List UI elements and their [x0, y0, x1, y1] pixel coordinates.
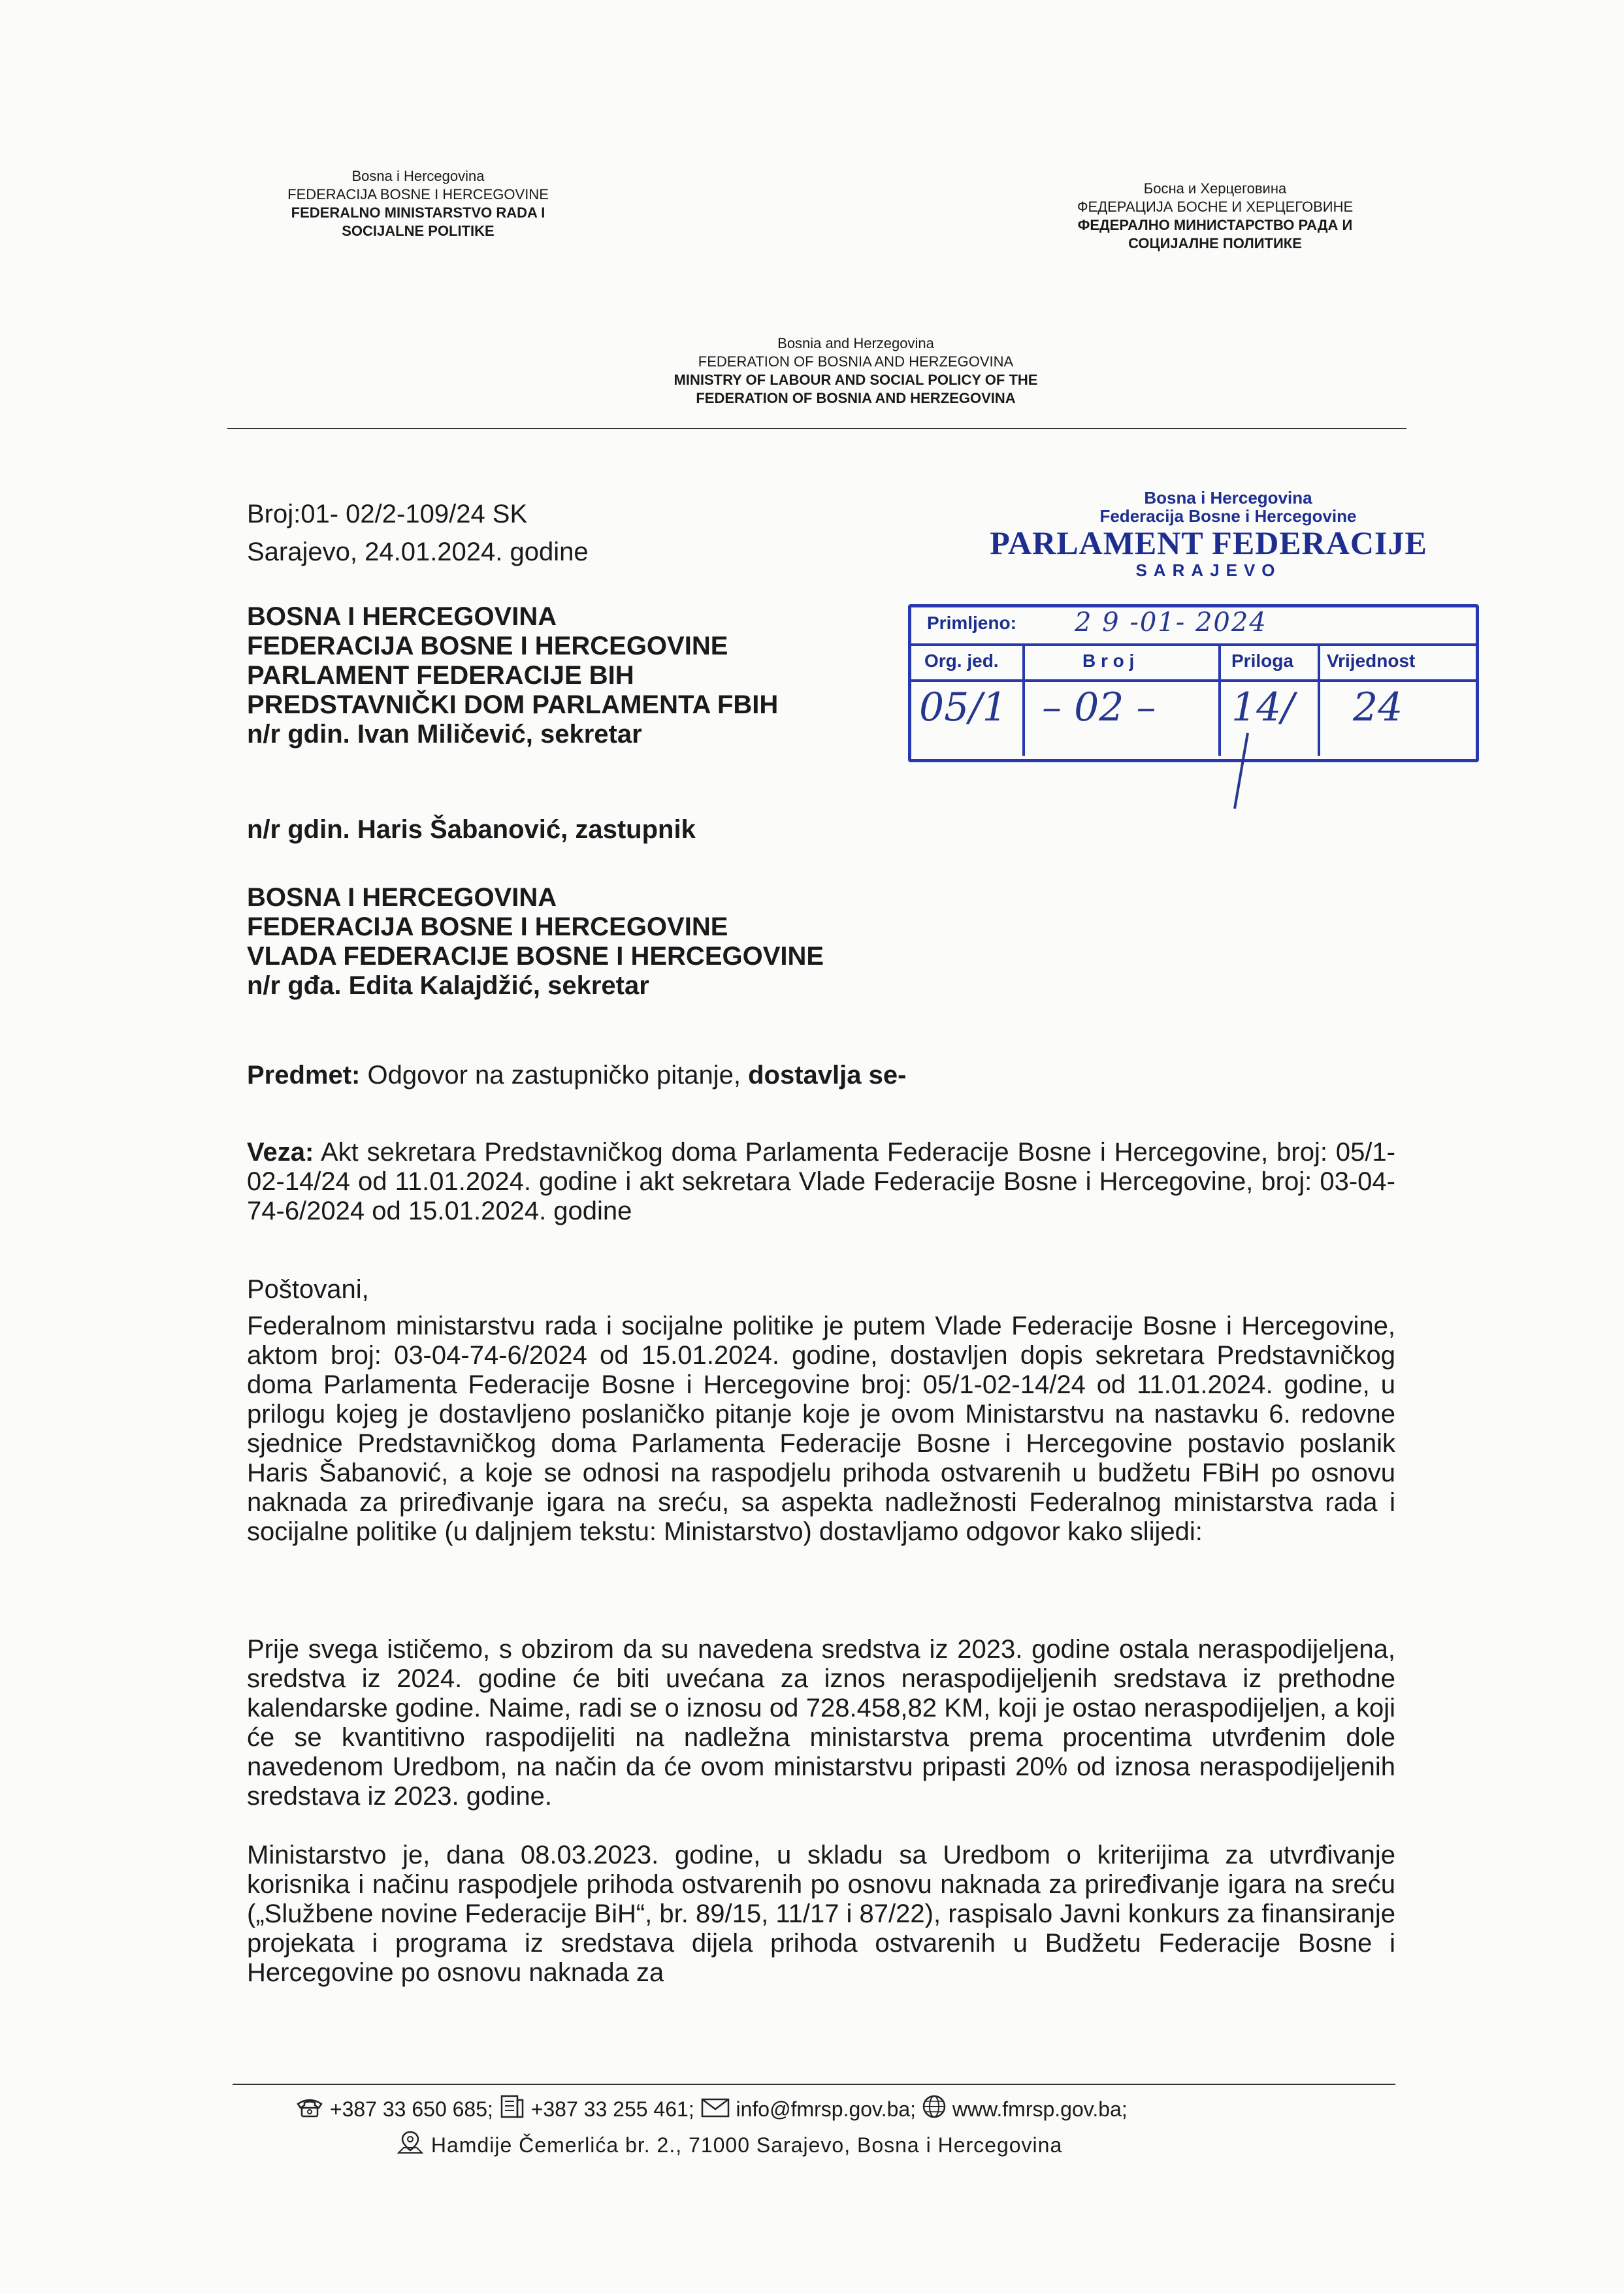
salutation: Poštovani,: [247, 1275, 369, 1304]
reference-number: Broj:01- 02/2-109/24 SK: [247, 500, 528, 528]
header-left-line: FEDERACIJA BOSNE I HERCEGOVINE: [287, 186, 549, 202]
stamp-received-label: Primljeno:: [927, 613, 1016, 633]
recipient-line: n/r gdin. Ivan Miličević, sekretar: [247, 720, 642, 749]
recipient-line: PARLAMENT FEDERACIJE BIH: [247, 661, 634, 690]
stamp-col-broj: B r o j: [1082, 651, 1135, 671]
recipient-line: FEDERACIJA BOSNE I HERCEGOVINE: [247, 913, 728, 941]
veza-paragraph: [247, 1138, 1395, 1226]
recipients-government: [247, 883, 1096, 1001]
location-pin-icon: [396, 2129, 425, 2164]
stamp-row-divider: [911, 643, 1476, 646]
footer-phone: +387 33 650 685;: [329, 2097, 493, 2121]
stamp-col-divider: [1318, 643, 1320, 756]
stamp-box: [908, 604, 1479, 762]
stamp-col-vrijednost: Vrijednost: [1327, 651, 1416, 671]
header-left: [216, 167, 621, 240]
stamp-val-org: 05/1: [919, 685, 1007, 730]
subject-line: [247, 1061, 1423, 1090]
stamp-line: Bosna i Hercegovina: [1144, 488, 1312, 508]
header-left-line: Bosna i Hercegovina: [351, 168, 485, 184]
subject-text: Odgovor na zastupničko pitanje,: [360, 1061, 749, 1090]
header-divider: [227, 428, 1406, 429]
body-paragraph-3: Ministarstvo je, dana 08.03.2023. godine, u skladu sa Uredbom o kriterijima za utvrđivanje korisnika i načinu raspodjele prihoda ostvarenih po osnovu naknada za priređivanje igara na sreću („Službene novine Federacije BiH“, br. 89/15, 11/17 i 87/22), raspisalo Javni konkurs za finansiranje projekata i programa iz sredstava dijela prihoda ostvarenih u Budžetu Federacije Bosne i Hercegovine po osnovu naknada za: [247, 1841, 1395, 1987]
header-center: [516, 334, 1195, 408]
footer-divider: [233, 2084, 1395, 2085]
stamp-col-org: Org. jed.: [924, 651, 999, 671]
footer-fax: +387 33 255 461;: [530, 2097, 694, 2121]
header-center-line: MINISTRY OF LABOUR AND SOCIAL POLICY OF THE: [674, 372, 1038, 388]
recipient-line: FEDERACIJA BOSNE I HERCEGOVINE: [247, 632, 728, 660]
header-center-line: FEDERATION OF BOSNIA AND HERZEGOVINA: [696, 390, 1016, 406]
header-right-line: ФЕДЕРАЦИЈА БОСНЕ И ХЕРЦЕГОВИНЕ: [1077, 199, 1354, 215]
recipient-line: VLADA FEDERACIJE BOSNE I HERCEGOVINE: [247, 942, 824, 971]
stamp-line: SARAJEVO: [1135, 560, 1282, 580]
globe-icon: [922, 2094, 947, 2127]
recipient-delegate: n/r gdin. Haris Šabanović, zastupnik: [247, 815, 696, 844]
fax-icon: [499, 2093, 525, 2128]
recipient-line: BOSNA I HERCEGOVINA: [247, 883, 557, 912]
stamp-col-divider: [1022, 643, 1025, 756]
header-left-line: FEDERALNO MINISTARSTVO RADA I: [291, 204, 545, 221]
reference-block: [247, 495, 835, 571]
stamp-line: Federacija Bosne i Hercegovine: [1099, 506, 1357, 526]
veza-label: Veza:: [247, 1138, 314, 1167]
header-center-line: FEDERATION OF BOSNIA AND HERZEGOVINA: [698, 353, 1014, 370]
stamp-row-divider: [911, 679, 1476, 682]
header-right-line: СОЦИЈАЛНЕ ПОЛИТИКЕ: [1128, 235, 1302, 251]
envelope-icon: [700, 2095, 730, 2127]
body-paragraph-2: Prije svega ističemo, s obzirom da su navedena sredstva iz 2023. godine ostala neraspodijeljena, sredstva iz 2024. godine će biti uvećana za iznos neraspodijeljenih sredstava iz prethodne kalendarske godine. Naime, radi se o iznosu od 728.458,82 KM, koji je ostao neraspodijeljen, a koji će se kvantitivno raspodijeliti na nadležna ministarstva prema procentima utvrđenim dole navedenom Uredbom, na način da će ovom ministarstvu pripasti 20% od iznosa neraspodijeljenih sredstava iz 2023. godine.: [247, 1635, 1395, 1811]
reference-place-date: Sarajevo, 24.01.2024. godine: [247, 538, 589, 566]
stamp-col-divider: [1218, 643, 1221, 756]
recipients-parliament: [247, 602, 966, 749]
recipient-line: BOSNA I HERCEGOVINA: [247, 602, 557, 631]
footer-contacts: [295, 2093, 1406, 2128]
header-left-line: SOCIJALNE POLITIKE: [342, 223, 495, 239]
header-right-line: Босна и Херцеговина: [1143, 180, 1287, 197]
stamp-val-broj: – 02 –: [1042, 685, 1156, 730]
stamp-val-priloga: 14/: [1231, 685, 1295, 730]
recipient-line: PREDSTAVNIČKI DOM PARLAMENTA FBIH: [247, 690, 779, 719]
footer-website[interactable]: www.fmrsp.gov.ba;: [952, 2097, 1128, 2121]
header-center-line: Bosnia and Herzegovina: [777, 335, 934, 351]
parliament-stamp: [934, 489, 1483, 580]
recipient-line: n/r gđa. Edita Kalajdžić, sekretar: [247, 971, 649, 1000]
stamp-line: PARLAMENT FEDERACIJE: [990, 525, 1427, 561]
veza-text: Akt sekretara Predstavničkog doma Parlamenta Federacije Bosne i Hercegovine, broj: 05/1-02-14/24 od 11.01.2024. godine i akt sekretara Vlade Federacije Bosne i Hercegovine, broj: 03-04-74-6/2024 od 15.01.2024. godine: [247, 1138, 1395, 1225]
stamp-val-vrijednost: 24: [1353, 685, 1403, 730]
body-paragraph-1: Federalnom ministarstvu rada i socijalne politike je putem Vlade Federacije Bosne i Hercegovine, aktom broj: 03-04-74-6/2024 od 15.01.2024. godine, dostavljen dopis sekretara Predstavničkog doma Parlamenta Federacije Bosne i Hercegovine broj: 05/1-02-14/24 od 11.01.2024. godine, u prilogu kojeg je dostavljeno poslaničko pitanje koje je ovom Ministarstvu na nastavku 6. redovne sjednice Predstavničkog doma Parlamenta Federacije Bosne i Hercegovine postavio poslanik Haris Šabanović, a koje se odnosi na raspodjelu prihoda ostvarenih u budžetu FBiH po osnovu naknada za priređivanje igara na sreću, sa aspekta nadležnosti Federalnog ministarstva rada i socijalne politike (u daljnjem tekstu: Ministarstvo) dostavljamo odgovor kako slijedi:: [247, 1312, 1395, 1546]
phone-icon: [295, 2095, 324, 2127]
footer-email[interactable]: info@fmrsp.gov.ba;: [736, 2097, 917, 2121]
footer-address-text: Hamdije Čemerlića br. 2., 71000 Sarajevo, Bosna i Hercegovina: [430, 2133, 1063, 2157]
header-right-line: ФЕДЕРАЛНО МИНИСТАРСТВО РАДА И: [1077, 217, 1353, 233]
subject-label: Predmet:: [247, 1061, 361, 1090]
stamp-received-date: 2 9 -01- 2024: [1075, 607, 1267, 638]
stamp-col-priloga: Priloga: [1231, 651, 1293, 671]
footer-address: [396, 2129, 1376, 2164]
stamp-pen-stroke: [1228, 732, 1254, 810]
header-right: [1006, 180, 1424, 253]
subject-tail: dostavlja se-: [748, 1061, 907, 1090]
